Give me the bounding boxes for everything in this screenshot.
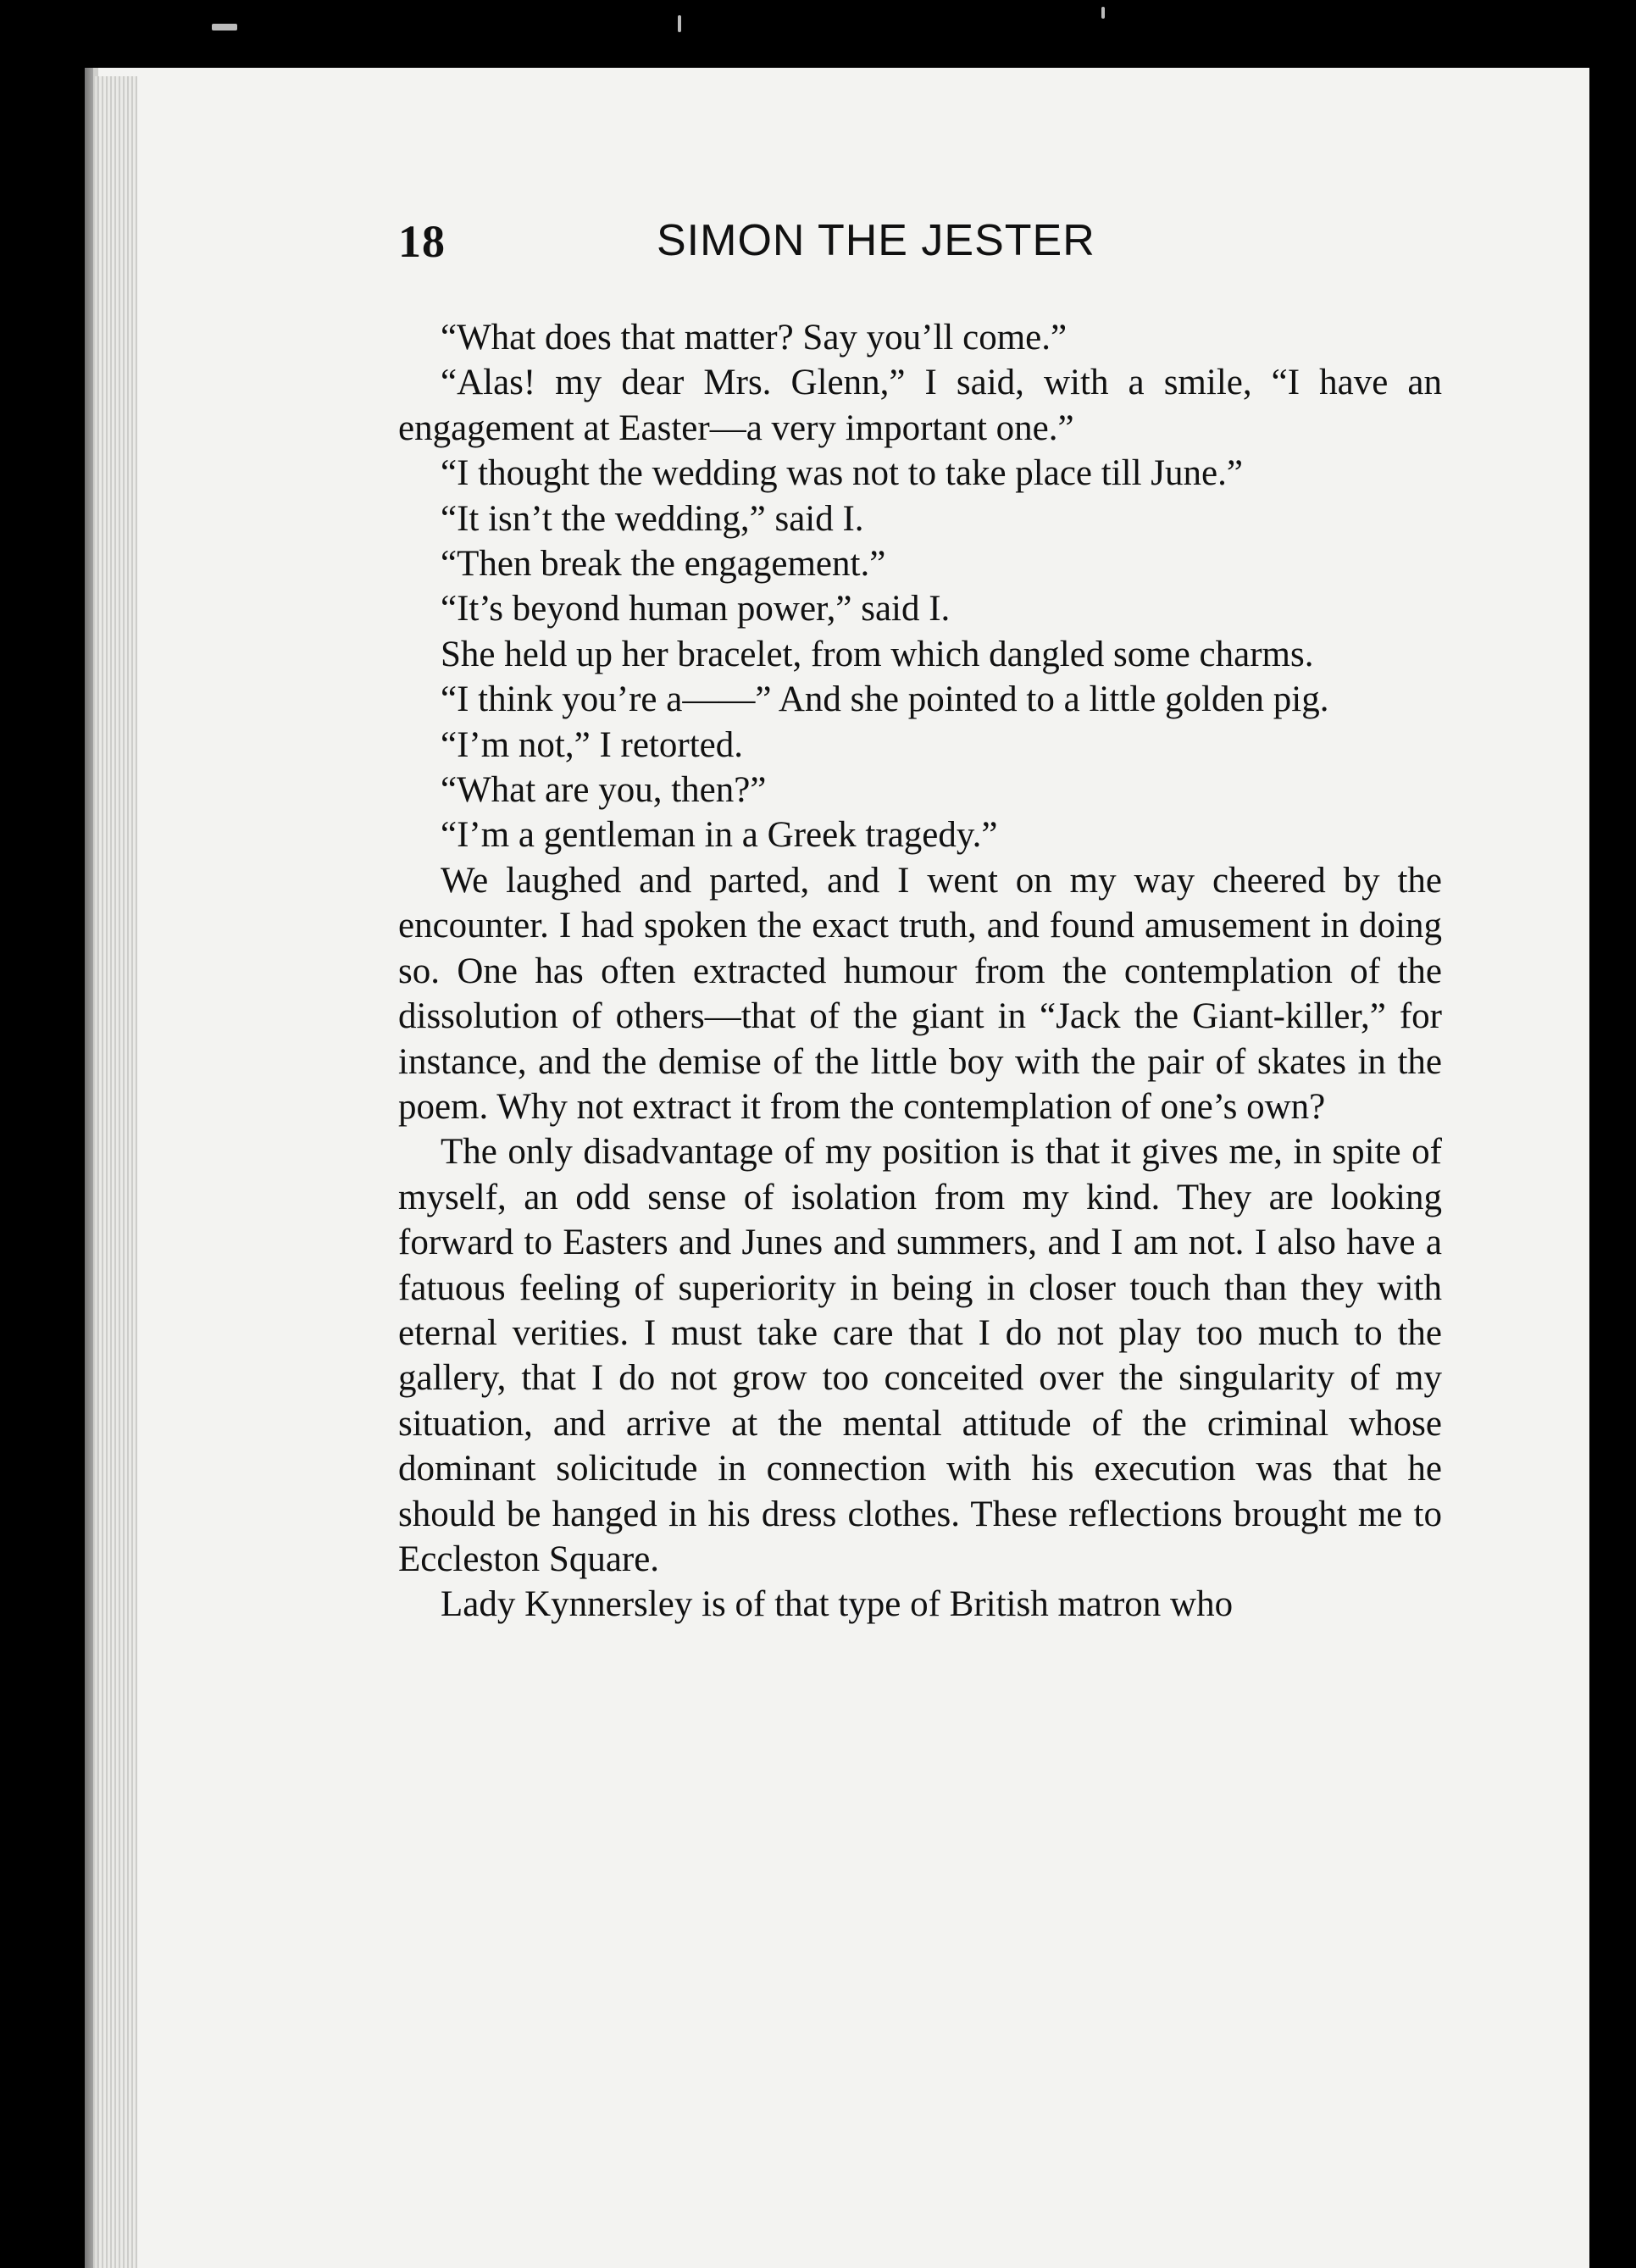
paragraph: Lady Kynnersley is of that type of British matron who [441,1584,1234,1625]
paragraph: “I’m a gentleman in a Greek tragedy.” [441,815,998,856]
paragraph: “What are you, then?” [441,770,767,811]
paragraph: “Alas! my dear Mrs. Glenn,” I said, with a smile, “I have an engagement at Easter—a very important one.” [398,363,1442,448]
paragraph: “It isn’t the wedding,” said I. [441,498,864,539]
body-text [398,315,1442,1628]
paragraph: “I think you’re a——” And she pointed to a little golden pig. [441,679,1329,720]
paragraph: We laughed and parted, and I went on my way cheered by the encounter. I had spoken the exact truth, and found amusement in doing so. One has often extracted humour from the contemplation of the dissolution of others—that of the giant in “Jack the Giant-killer,” for instance, and the demise of the little boy with the pair of skates in the poem. Why not extract it from the contemplation of one’s own? [398,860,1442,1127]
running-header [398,215,1449,274]
running-title: SIMON THE JESTER [657,216,1095,265]
paragraph: “What does that matter? Say you’ll come.” [441,318,1068,358]
paragraph: “I’m not,” I retorted. [441,724,743,765]
paragraph: She held up her bracelet, from which dangled some charms. [441,634,1314,674]
paragraph: The only disadvantage of my position is that it gives me, in spite of myself, an odd sense of isolation from my kind. They are looking forward to Easters and Junes and summers, and I am not. I also have a fatuous feeling of superiority in being in closer touch than they with eternal verities. I must take care that I do not play too much to the gallery, that I do not grow too conceited over the singularity of my situation, and arrive at the mental attitude of the criminal whose dominant solicitude in connection with his execution was that he should be hanged in his dress clothes. These reflections brought me to Eccleston Square. [398,1132,1442,1579]
page-number: 18 [398,216,446,267]
page-edge-stack [95,76,137,2268]
paragraph: “I thought the wedding was not to take place till June.” [441,453,1243,494]
paragraph: “Then break the engagement.” [441,544,886,585]
scan-speck [1101,7,1105,19]
scan-speck [212,24,237,30]
scan-speck [678,15,681,32]
paragraph: “It’s beyond human power,” said I. [441,589,951,629]
